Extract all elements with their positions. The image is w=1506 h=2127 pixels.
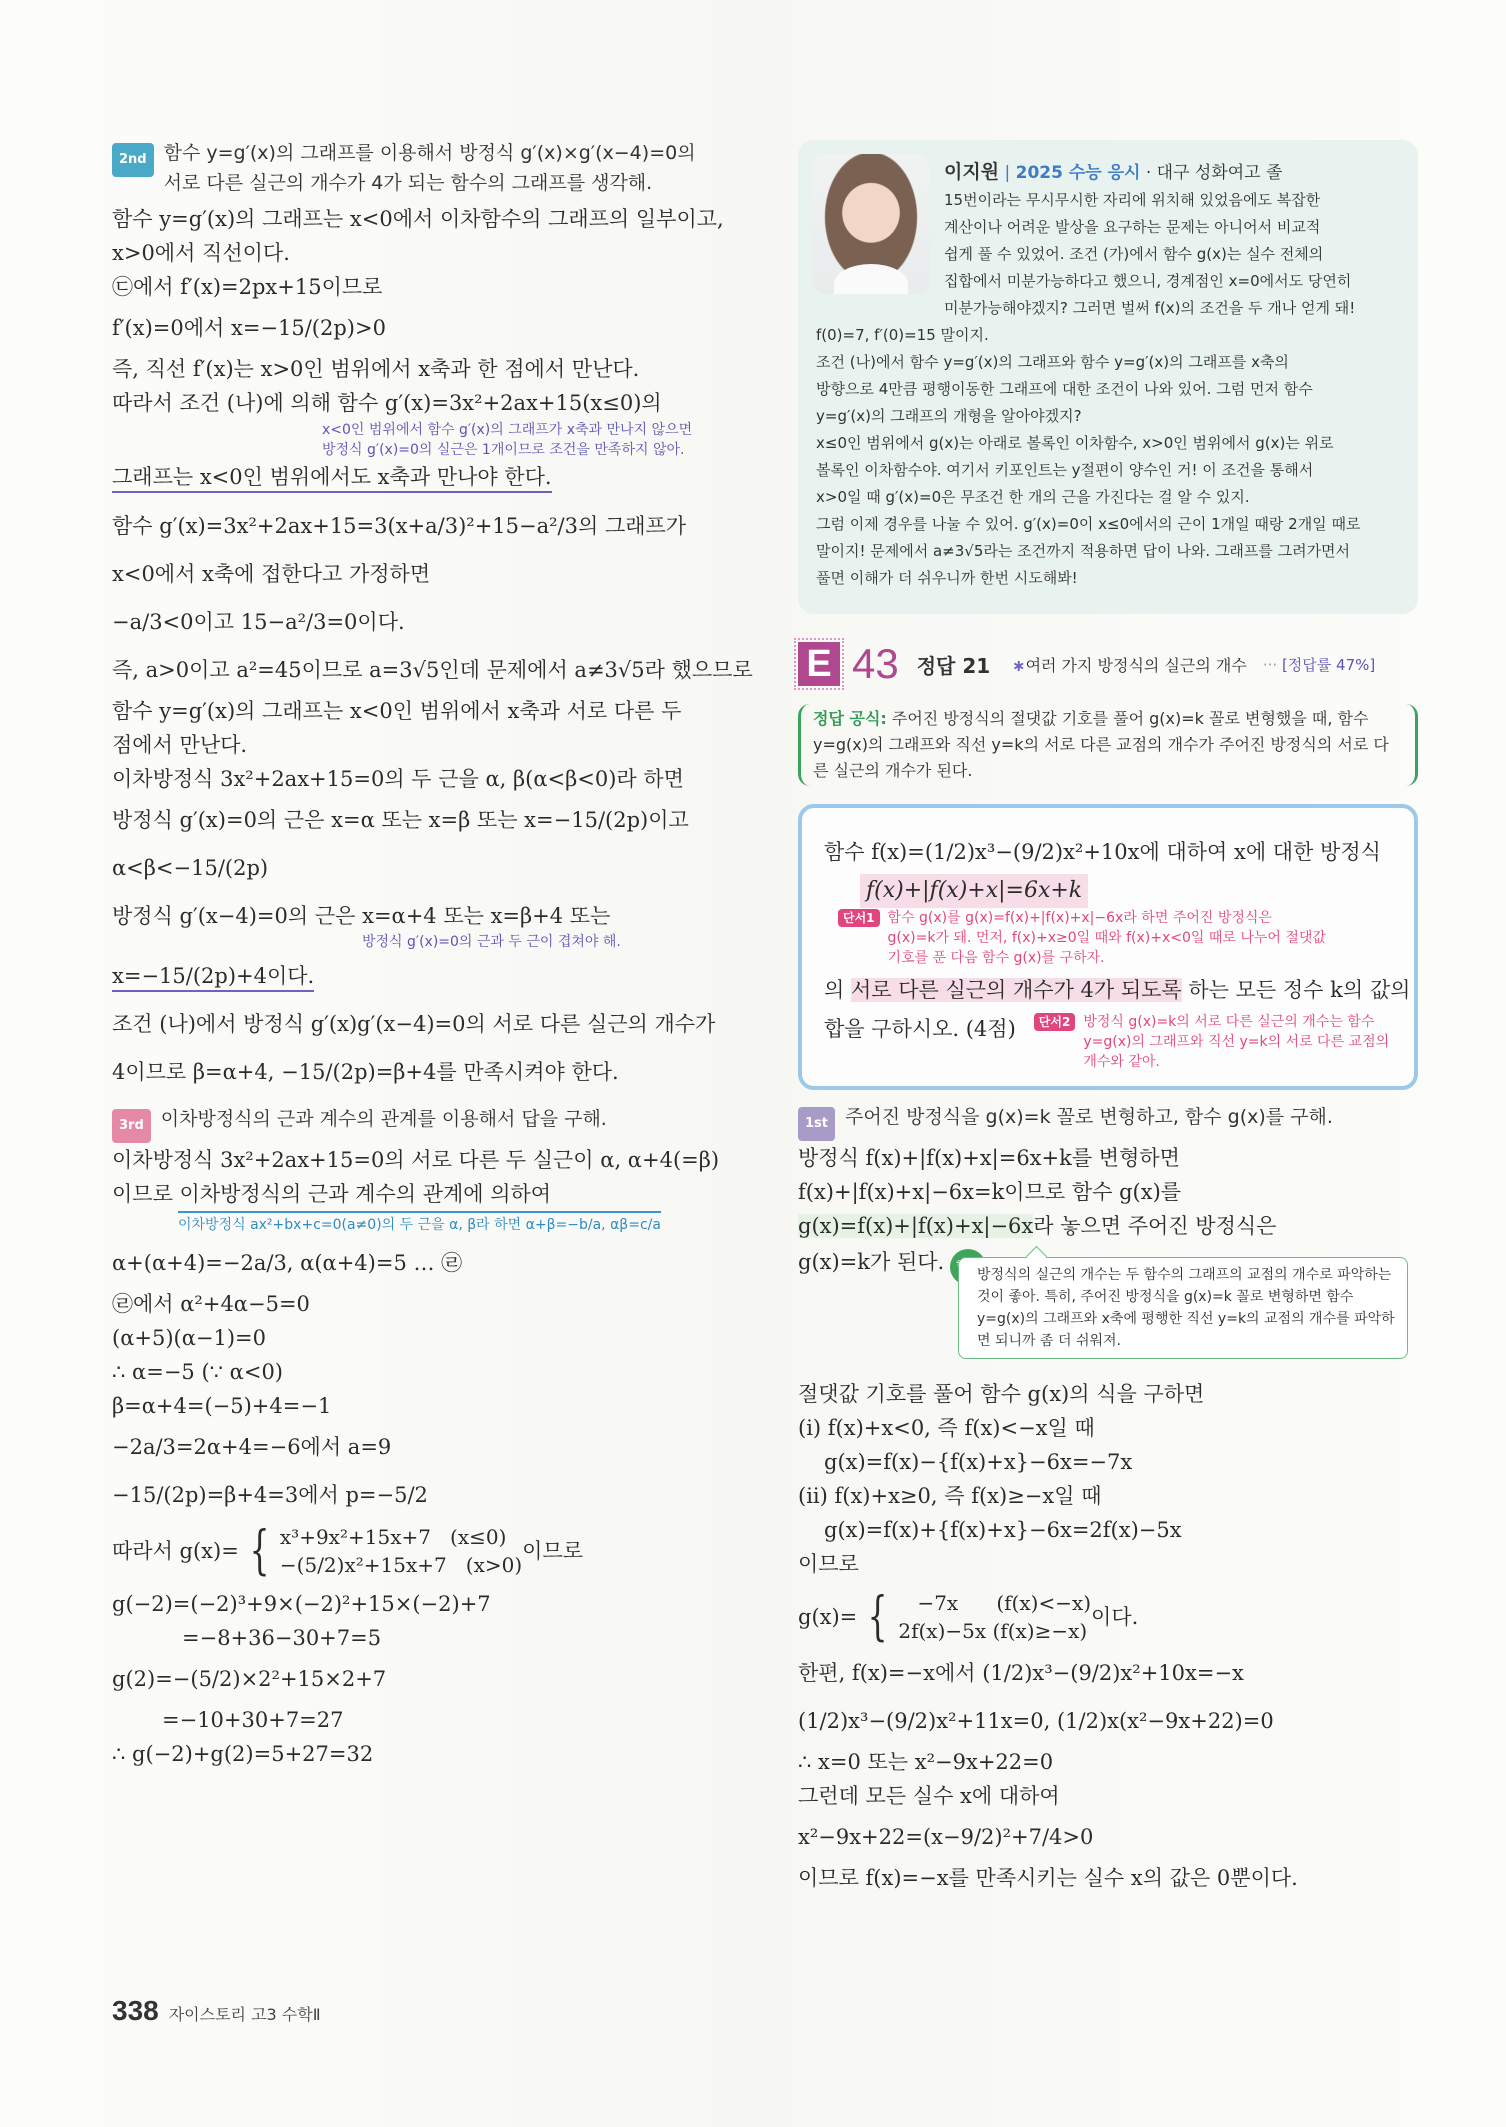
text-line: 절댓값 기호를 풀어 함수 g(x)의 식을 구하면 [798, 1382, 1205, 1406]
equation-line: ㉣에서 α²+4α−5=0 [112, 1292, 310, 1316]
problem-box [798, 804, 1418, 1090]
card-line: 방향으로 4만큼 평행이동한 그래프에 대한 조건이 나와 있어. 그럼 먼저 함수 [816, 380, 1313, 398]
card-line: 조건 (나)에서 함수 y=g′(x)의 그래프와 함수 y=g′(x)의 그래프를 x축의 [816, 353, 1289, 371]
equation-line: α<β<−15/(2p) [112, 856, 269, 880]
case-row: 2f(x)−5x (f(x)≥−x) [898, 1619, 1088, 1643]
problem-header [798, 642, 1418, 686]
text-line: (ii) f(x)+x≥0, 즉 f(x)≥−x일 때 [798, 1484, 1102, 1508]
equation-line: 함수 g′(x)=3x²+2ax+15=3(x+a/3)²+15−a²/3의 그래프가 [112, 514, 687, 538]
answer-formula: 정답 공식: 주어진 방정식의 절댓값 기호를 풀어 g(x)=k 꼴로 변형했을 때, 함수 y=g(x)의 그래프와 직선 y=k의 서로 다른 교점의 개수가 주어진 방정식의 서로 다른 실근의 개수가 된다. [798, 704, 1418, 786]
step-1st [798, 1102, 1418, 1141]
student-header: 이지원 | 2025 수능 응시 · 대구 성화여고 졸 [944, 161, 1283, 183]
text-line: f(x)+|f(x)+x|−6x=k이므로 함수 g(x)를 [798, 1180, 1182, 1204]
equation-line: ∴ x=0 또는 x²−9x+22=0 [798, 1750, 1054, 1774]
card-line: 볼록인 이차함수야. 여기서 키포인트는 y절편이 양수인 거! 이 조건을 통해서 [816, 461, 1314, 479]
school-label: · 대구 성화여고 졸 [1145, 163, 1283, 183]
trap-note: 방정식의 실근의 개수는 두 함수의 그래프의 교점의 개수로 파악하는 것이 좋아. 특히, 주어진 방정식을 g(x)=k 꼴로 변형하면 함수 y=g(x)의 그래프와 x축에 평행한 직선 y=k의 교점의 개수를 파악하면 되니까 좀 더 쉬워져. [958, 1257, 1408, 1359]
problem-equation: f(x)+|f(x)+x|=6x+k [860, 874, 1088, 908]
text-line: 점에서 만난다. [112, 733, 248, 757]
step-badge: 3rd [112, 1109, 151, 1143]
text-line: 조건 (나)에서 방정식 g′(x)g′(x−4)=0의 서로 다른 실근의 개수가 [112, 1012, 716, 1036]
text-line: g(x)=f(x)+|f(x)+x|−6x라 놓으면 주어진 방정식은 [798, 1214, 1277, 1238]
hint-2: 단서2 방정식 g(x)=k의 서로 다른 실근의 개수는 함수 y=g(x)의 그래프와 직선 y=k의 서로 다른 교점의 개수와 같아. [1034, 1012, 1389, 1072]
problem-text: 의 서로 다른 실근의 개수가 4가 되도록 하는 모든 정수 k의 값의 [824, 978, 1411, 1002]
exam-label: 2025 수능 응시 [1015, 163, 1141, 183]
topic-label: ∗여러 가지 방정식의 실근의 개수 [1012, 655, 1247, 675]
step-text: 함수 y=g′(x)의 그래프를 이용해서 방정식 g′(x)×g′(x−4)=0의 [163, 142, 696, 164]
left-column [112, 138, 753, 1771]
card-line: 쉽게 풀 수 있었어. 조건 (가)에서 함수 g(x)는 실수 전체의 [944, 245, 1324, 263]
text-line: ㉢에서 f′(x)=2px+15이므로 [112, 275, 383, 299]
piecewise-definition: 따라서 g(x)= { x³+9x²+15x+7 (x≤0) −(5/2)x²+15x+7 (x>0) 이므로 [112, 1521, 584, 1581]
text-line: 따라서 조건 (나)에 의해 함수 g′(x)=3x²+2ax+15(x≤0)의 [112, 391, 662, 415]
text-line: 방정식 f(x)+|f(x)+x|=6x+k를 변형하면 [798, 1146, 1180, 1170]
equation-line: =−8+36−30+7=5 [182, 1626, 382, 1650]
problem-number: 43 [852, 640, 899, 687]
step-3rd [112, 1104, 742, 1143]
case-row: −(5/2)x²+15x+7 (x>0) [279, 1553, 523, 1577]
equation-line: 방정식 g′(x)=0의 근은 x=α 또는 x=β 또는 x=−15/(2p)이고 [112, 808, 689, 832]
step-text: 서로 다른 실근의 개수가 4가 되는 함수의 그래프를 생각해. [163, 172, 653, 194]
text-line: 함수 y=g′(x)의 그래프는 x<0인 범위에서 x축과 서로 다른 두 [112, 699, 682, 723]
text-line: 이차방정식 3x²+2ax+15=0의 서로 다른 두 실근이 α, α+4(=β) [112, 1148, 720, 1172]
student-photo [812, 154, 930, 294]
text-line: (i) f(x)+x<0, 즉 f(x)<−x일 때 [798, 1416, 1095, 1440]
text-line: 4이므로 β=α+4, −15/(2p)=β+4를 만족시켜야 한다. [112, 1060, 619, 1084]
equation-line: α+(α+4)=−2a/3, α(α+4)=5 … ㉣ [112, 1251, 463, 1275]
equation-line: (α+5)(α−1)=0 [112, 1326, 267, 1350]
card-line: 계산이나 어려운 발상을 요구하는 문제는 아니어서 비교적 [944, 218, 1321, 236]
page-footer [112, 1995, 321, 2027]
case-row: −7x (f(x)<−x) [898, 1591, 1092, 1615]
text-line: 그래프는 x<0인 범위에서도 x축과 만나야 한다. [112, 460, 742, 494]
text-line: 함수 y=g′(x)의 그래프는 x<0에서 이차함수의 그래프의 일부이고, [112, 207, 724, 231]
equation-line: −15/(2p)=β+4=3에서 p=−5/2 [112, 1483, 428, 1507]
equation-line: g(2)=−(5/2)×2²+15×2+7 [112, 1667, 387, 1691]
equation-line: g(x)=f(x)+{f(x)+x}−6x=2f(x)−5x [824, 1518, 1182, 1542]
text-line: x>0에서 직선이다. [112, 241, 290, 265]
case-row: x³+9x²+15x+7 (x≤0) [279, 1525, 507, 1549]
problem-text: 함수 f(x)=(1/2)x³−(9/2)x²+10x에 대하여 x에 대한 방정식 [824, 840, 1381, 864]
equation-line: −a/3<0이고 15−a²/3=0이다. [112, 610, 405, 634]
card-line: x>0일 때 g′(x)=0은 무조건 한 개의 근을 가진다는 걸 알 수 있지. [816, 488, 1250, 506]
student-review-card [798, 140, 1418, 614]
card-line: 15번이라는 무시무시한 자리에 위치해 있었음에도 복잡한 [944, 191, 1321, 209]
card-line: 미분가능해야겠지? 그러면 벌써 f(x)의 조건을 두 개나 얻게 돼! [944, 299, 1356, 317]
book-title: 자이스토리 고3 수학Ⅱ [168, 2005, 321, 2024]
section-letter: E [798, 642, 840, 686]
problem-text: 합을 구하시오. (4점) [824, 1017, 1016, 1041]
accuracy-rate: ··· [정답률 47%] [1262, 655, 1376, 674]
step-text: 이차방정식의 근과 계수의 관계를 이용해서 답을 구해. [160, 1108, 607, 1130]
equation-line: −2a/3=2α+4=−6에서 a=9 [112, 1435, 392, 1459]
text-line: 이므로 [798, 1552, 859, 1576]
text-line: x=−15/(2p)+4이다. [112, 952, 742, 1000]
page-number: 338 [112, 1995, 159, 2026]
text-line: 그런데 모든 실수 x에 대하여 [798, 1784, 1060, 1808]
equation-line: g(x)=f(x)−{f(x)+x}−6x=−7x [824, 1450, 1133, 1474]
equation-line: ∴ g(−2)+g(2)=5+27=32 [112, 1742, 374, 1766]
equation-line: g(−2)=(−2)³+9×(−2)²+15×(−2)+7 [112, 1592, 491, 1616]
text-line: x<0에서 x축에 접한다고 가정하면 [112, 562, 431, 586]
equation-line: 한편, f(x)=−x에서 (1/2)x³−(9/2)x²+10x=−x [798, 1661, 1244, 1685]
text-line: 이므로 이차방정식의 근과 계수의 관계에 의하여 [112, 1182, 552, 1206]
right-column [798, 140, 1418, 1895]
student-name: 이지원 [944, 161, 1000, 183]
hint-1: 단서1 함수 g(x)를 g(x)=f(x)+|f(x)+x|−6x라 하면 주어진 방정식은 g(x)=k가 돼. 먼저, f(x)+x≥0일 때와 f(x)+x<0일 때로 나누어 절댓값 기호를 푼 다음 함수 g(x)를 구하자. [838, 908, 1396, 968]
card-line: 집합에서 미분가능하다고 했으니, 경계점인 x=0에서도 당연히 [944, 272, 1352, 290]
card-line: 그럼 이제 경우를 나눌 수 있어. g′(x)=0이 x≤0에서의 근이 1개일 때랑 2개일 때로 [816, 515, 1361, 533]
annotation-note: 방정식 g′(x)=0의 실근은 1개이므로 조건을 만족하지 않아. [322, 442, 685, 458]
card-line: f(0)=7, f′(0)=15 말이지. [816, 326, 989, 344]
card-line: 말이지! 문제에서 a≠3√5라는 조건까지 적용하면 답이 나와. 그래프를 그려가면서 [816, 542, 1351, 560]
card-line: 풀면 이해가 더 쉬우니까 한번 시도해봐! [816, 569, 1078, 587]
text-line: 방정식 g′(x−4)=0의 근은 x=α+4 또는 x=β+4 또는 [112, 904, 611, 928]
text-line: 이차방정식 3x²+2ax+15=0의 두 근을 α, β(α<β<0)라 하면 [112, 767, 684, 791]
text-line: g(x)=k가 된다. [798, 1250, 945, 1274]
text-line: 즉, a>0이고 a²=45이므로 a=3√5인데 문제에서 a≠3√5라 했으므로 [112, 658, 753, 682]
step-text: 주어진 방정식을 g(x)=k 꼴로 변형하고, 함수 g(x)를 구해. [845, 1106, 1333, 1128]
card-line: y=g′(x)의 그래프의 개형을 알아야겠지? [816, 407, 1082, 425]
annotation-note: 이차방정식 ax²+bx+c=0(a≠0)의 두 근을 α, β라 하면 α+β=−b/a, αβ=c/a [178, 1211, 661, 1235]
trap-note-area [798, 1245, 1418, 1377]
step-badge: 2nd [112, 143, 154, 177]
annotation-note: x<0인 범위에서 함수 g′(x)의 그래프가 x축과 만나지 않으면 [322, 422, 693, 438]
step-2nd [112, 138, 742, 198]
equation-line: ∴ α=−5 (∵ α<0) [112, 1360, 284, 1384]
equation-line: (1/2)x³−(9/2)x²+11x=0, (1/2)x(x²−9x+22)=0 [798, 1709, 1274, 1733]
equation-line: f′(x)=0에서 x=−15/(2p)>0 [112, 316, 386, 340]
text-line: 즉, 직선 f′(x)는 x>0인 범위에서 x축과 한 점에서 만난다. [112, 357, 640, 381]
equation-line: β=α+4=(−5)+4=−1 [112, 1394, 332, 1418]
step-badge: 1st [798, 1107, 835, 1141]
equation-line: =−10+30+7=27 [162, 1708, 344, 1732]
card-line: x≤0인 범위에서 g(x)는 아래로 볼록인 이차함수, x>0인 범위에서 g(x)는 위로 [816, 434, 1334, 452]
answer-label: 정답 21 [916, 653, 991, 678]
text-line: 이므로 f(x)=−x를 만족시키는 실수 x의 값은 0뿐이다. [798, 1866, 1298, 1890]
piecewise-definition: g(x)= { −7x (f(x)<−x) 2f(x)−5x (f(x)≥−x) 이다. [798, 1587, 1139, 1647]
annotation-note: 방정식 g′(x)=0의 근과 두 근이 겹쳐야 해. [362, 934, 621, 950]
equation-line: x²−9x+22=(x−9/2)²+7/4>0 [798, 1825, 1094, 1849]
